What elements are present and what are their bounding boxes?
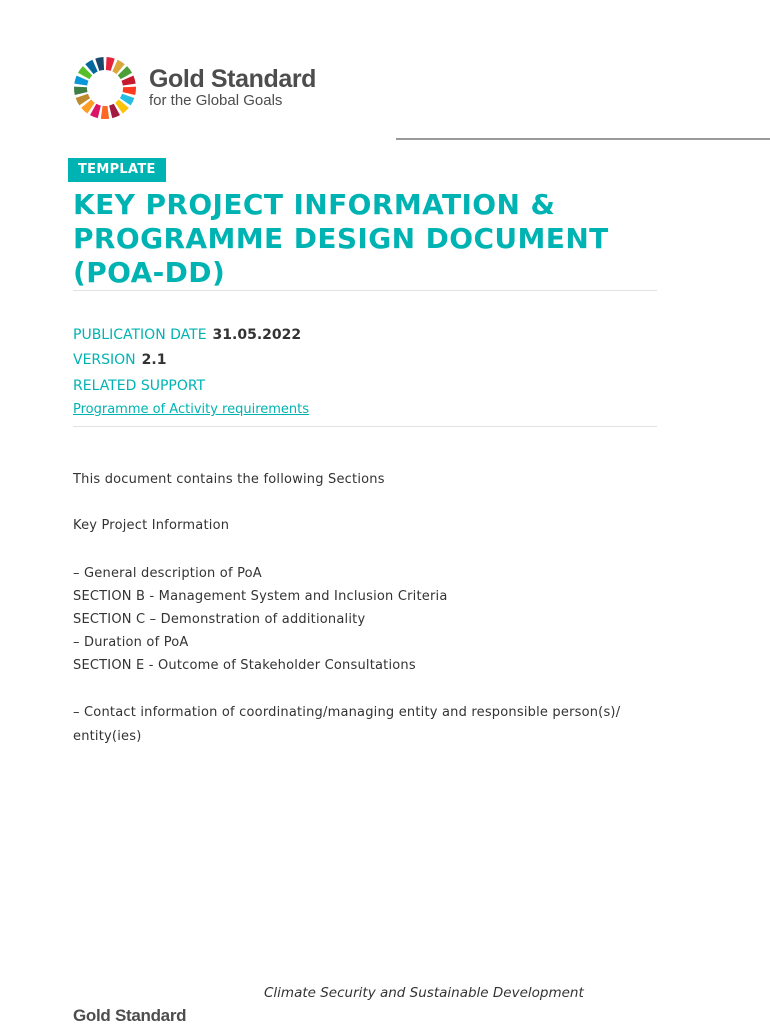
key-info-heading: Key Project Information xyxy=(73,518,230,533)
section-item: – Duration of PoA xyxy=(73,635,189,650)
section-item: – General description of PoA xyxy=(73,566,262,581)
programme-requirements-link[interactable]: Programme of Activity requirements xyxy=(73,402,310,417)
related-support xyxy=(73,377,205,395)
header-divider xyxy=(396,138,770,140)
section-item: SECTION C – Demonstration of additionality xyxy=(73,612,366,627)
section-item: SECTION E - Outcome of Stakeholder Consultations xyxy=(73,658,416,673)
template-badge: TEMPLATE xyxy=(68,158,166,182)
intro-text: This document contains the following Sections xyxy=(73,472,385,487)
wheel-segment xyxy=(123,87,136,95)
title-line: PROGRAMME DESIGN DOCUMENT xyxy=(73,222,609,255)
footer-tagline: Climate Security and Sustainable Development xyxy=(264,985,584,1001)
version-value: 2.1 xyxy=(141,352,167,368)
publication-date xyxy=(73,326,301,344)
title-divider xyxy=(73,290,657,291)
sdg-wheel-icon xyxy=(73,56,137,120)
wheel-segment xyxy=(106,57,115,71)
gold-standard-logo xyxy=(73,56,316,120)
wheel-segment xyxy=(101,106,109,119)
title-line: (POA-DD) xyxy=(73,256,226,289)
publication-date-value: 31.05.2022 xyxy=(212,327,302,343)
version-label: VERSION xyxy=(73,352,136,368)
version xyxy=(73,351,166,369)
publication-date-label: PUBLICATION DATE xyxy=(73,327,207,343)
wheel-segment xyxy=(74,87,87,95)
section-item: SECTION B - Management System and Inclusion Criteria xyxy=(73,589,448,604)
logo-title: Gold Standard xyxy=(149,65,317,93)
wheel-segment xyxy=(95,57,104,71)
footer-logo: Gold Standard xyxy=(73,1006,187,1025)
contact-item-continued: entity(ies) xyxy=(73,729,142,744)
title-line: KEY PROJECT INFORMATION & xyxy=(73,188,556,221)
meta-divider xyxy=(73,426,657,427)
logo-subtitle: for the Global Goals xyxy=(149,92,283,109)
document-title xyxy=(73,188,673,290)
related-support-label: RELATED SUPPORT xyxy=(73,378,206,394)
contact-item: – Contact information of coordinating/managing entity and responsible person(s)/ xyxy=(73,705,621,720)
